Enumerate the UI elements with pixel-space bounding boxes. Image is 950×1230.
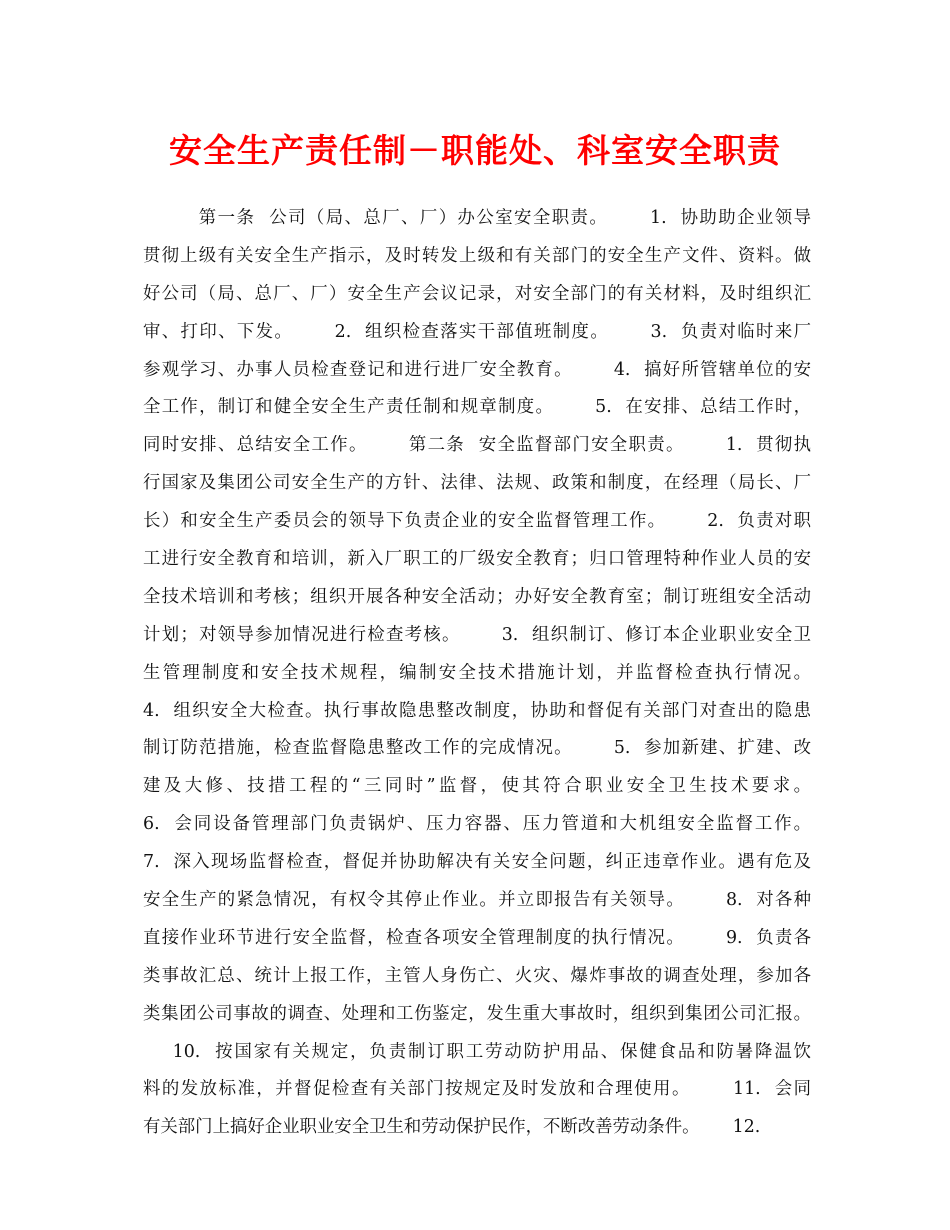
text-line: 参观学习、办事人员检查登记和进行进厂安全教育。 4. 搞好所管辖单位的安	[143, 359, 811, 380]
text-line: 全工作，制订和健全安全生产责任制和规章制度。 5. 在安排、总结工作时，	[143, 397, 811, 418]
text-line: 生管理制度和安全技术规程，编制安全技术措施计划，并监督检查执行情况。	[143, 662, 811, 683]
text-line: 6. 会同设备管理部门负责锅炉、压力容器、压力管道和大机组安全监督工作。	[143, 814, 811, 835]
text-line: 长）和安全生产委员会的领导下负责企业的安全监督管理工作。 2. 负责对职	[143, 511, 811, 532]
text-line: 制订防范措施，检查监督隐患整改工作的完成情况。 5. 参加新建、扩建、改	[143, 738, 811, 759]
text-line: 好公司（局、总厂、厂）安全生产会议记录，对安全部门的有关材料，及时组织汇	[143, 283, 811, 304]
page-title: 安全生产责任制－职能处、科室安全职责	[169, 131, 781, 170]
text-line: 第一条 公司（局、总厂、厂）办公室安全职责。 1. 协助助企业领导	[143, 208, 811, 228]
text-line: 10. 按国家有关规定，负责制订职工劳动防护用品、保健食品和防暑降温饮	[143, 1041, 811, 1062]
text-line: 4. 组织安全大检查。执行事故隐患整改制度，协助和督促有关部门对查出的隐患	[143, 700, 811, 721]
text-line: 类集团公司事故的调查、处理和工伤鉴定，发生重大事故时，组织到集团公司汇报。	[143, 1003, 811, 1024]
text-line: 安全生产的紧急情况，有权令其停止作业。并立即报告有关领导。 8. 对各种	[143, 890, 811, 911]
text-line: 行国家及集团公司安全生产的方针、法律、法规、政策和制度，在经理（局长、厂	[143, 473, 811, 494]
text-line: 料的发放标准，并督促检查有关部门按规定及时发放和合理使用。 11. 会同	[143, 1079, 811, 1100]
text-line: 工进行安全教育和培训，新入厂职工的厂级安全教育；归口管理特种作业人员的安	[143, 549, 811, 570]
text-line: 建及大修、技措工程的“三同时”监督，使其符合职业安全卫生技术要求。	[143, 776, 811, 797]
text-line: 有关部门上搞好企业职业安全卫生和劳动保护民作，不断改善劳动条件。 12.	[143, 1117, 761, 1138]
text-line: 计划；对领导参加情况进行检查考核。 3. 组织制订、修订本企业职业安全卫	[143, 624, 811, 645]
body-text	[143, 200, 811, 1147]
text-line: 审、打印、下发。 2. 组织检查落实干部值班制度。 3. 负责对临时来厂	[143, 321, 811, 342]
text-line: 类事故汇总、统计上报工作，主管人身伤亡、火灾、爆炸事故的调查处理，参加各	[143, 965, 811, 986]
text-line: 直接作业环节进行安全监督，检查各项安全管理制度的执行情况。 9. 负责各	[143, 927, 811, 948]
text-line: 全技术培训和考核；组织开展各种安全活动；办好安全教育室；制订班组安全活动	[143, 586, 811, 607]
text-line: 同时安排、总结安全工作。 第二条 安全监督部门安全职责。 1. 贯彻执	[143, 435, 811, 456]
text-line: 贯彻上级有关安全生产指示，及时转发上级和有关部门的安全生产文件、资料。做	[143, 245, 811, 266]
text-line: 7. 深入现场监督检查，督促并协助解决有关安全问题，纠正违章作业。遇有危及	[143, 852, 811, 873]
